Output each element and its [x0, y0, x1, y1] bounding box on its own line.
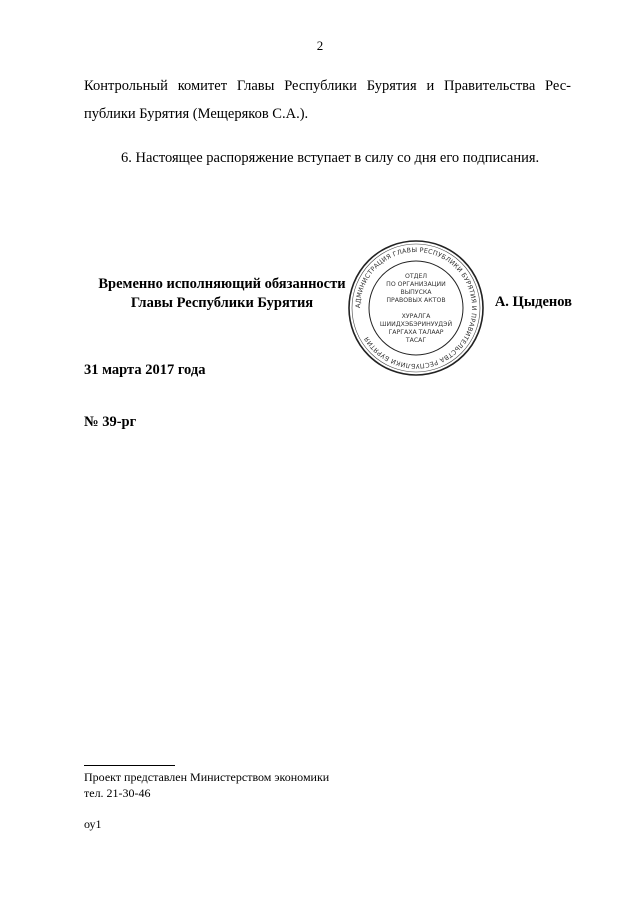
- signatory-title-line-2: Главы Республики Бурятия: [130, 295, 314, 311]
- signatory-title-line-1: Временно исполняющий обязанности: [98, 276, 346, 292]
- seal-ring-text: АДМИНИСТРАЦИЯ ГЛАВЫ РЕСПУБЛИКИ БУРЯТИЯ И ПРАВИТЕЛЬСТВА РЕСПУБЛИКИ БУРЯТИЯ: [353, 245, 479, 371]
- signatory-name: А. Цыденов: [494, 294, 572, 310]
- footnote: [84, 769, 329, 801]
- seal-line: ОТДЕЛ: [404, 273, 428, 280]
- seal-line: ПО ОРГАНИЗАЦИИ: [386, 281, 446, 288]
- footnote-divider: [84, 765, 175, 766]
- executor-code: оу1: [84, 817, 102, 831]
- document-date: 31 марта 2017 года: [84, 362, 206, 378]
- seal-center-text: [380, 273, 453, 344]
- seal-line: ПРАВОВЫХ АКТОВ: [386, 297, 446, 304]
- official-seal-stamp: [346, 238, 486, 378]
- controller-paragraph-line-1: Контрольный комитет Главы Республики Бурятия и Правительства Рес-: [84, 78, 571, 94]
- seal-line: ГАРГАХА ТАЛААР: [388, 329, 444, 336]
- seal-line: ВЫПУСКА: [400, 289, 432, 296]
- controller-paragraph: [84, 72, 571, 128]
- signatory-title: [84, 275, 360, 313]
- footnote-line-2: тел. 21-30-46: [84, 786, 151, 800]
- seal-line: ТАСАГ: [405, 337, 427, 344]
- footnote-line-1: Проект представлен Министерством экономики: [84, 770, 330, 784]
- seal-line: ШИИДХЭБЭРИНУУДЭЙ: [379, 321, 453, 328]
- page-number: 2: [316, 38, 324, 53]
- controller-paragraph-line-2: публики Бурятия (Мещеряков С.А.).: [84, 106, 309, 122]
- clause-6-paragraph: 6. Настоящее распоряжение вступает в силу со дня его подписания.: [121, 150, 540, 166]
- document-number: № 39-рг: [84, 414, 137, 430]
- seal-line: ХУРАЛГА: [401, 313, 431, 320]
